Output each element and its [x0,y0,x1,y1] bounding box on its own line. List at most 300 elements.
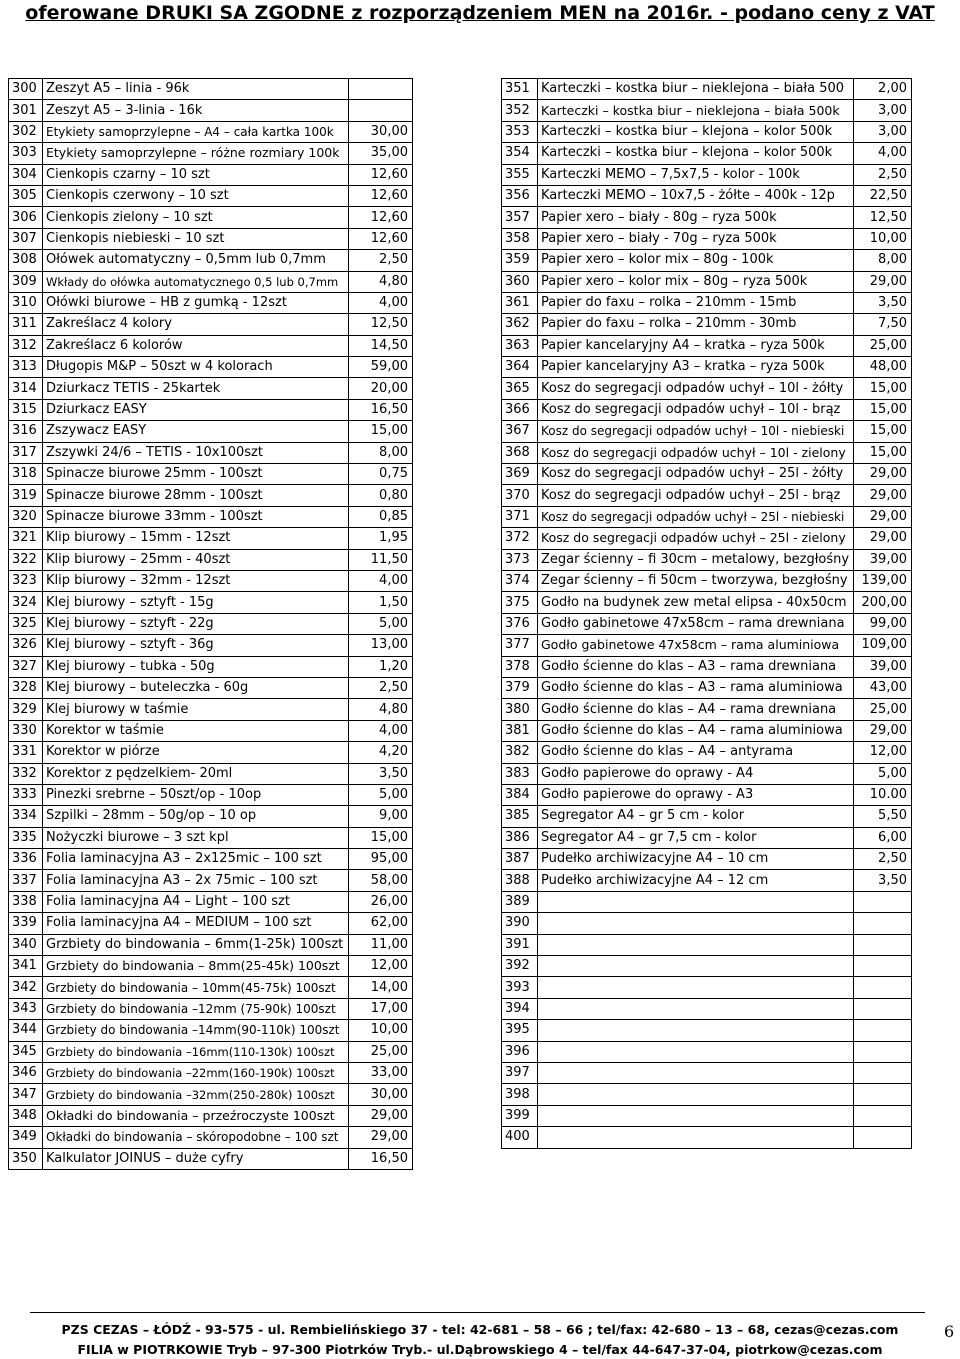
table-row [9,956,413,977]
item-price: 1,95 [349,528,413,549]
item-name [538,1105,854,1126]
item-number: 315 [9,399,43,420]
table-row [502,442,912,463]
table-row [502,677,912,698]
item-number: 372 [502,528,538,549]
table-row [9,913,413,934]
item-price: 25,00 [854,699,912,720]
item-number: 351 [502,79,538,100]
header-text: oferowane DRUKI SA ZGODNE z rozporządzeniem MEN na 2016r. - podano ceny z VAT [25,2,935,24]
item-price: 29,00 [854,464,912,485]
table-row [9,185,413,206]
item-price: 15,00 [854,421,912,442]
table-row [502,549,912,570]
item-name: Godło gabinetowe 47x58cm – rama aluminiowa [538,635,854,656]
item-name [538,1020,854,1041]
table-row [502,720,912,741]
table-row [502,506,912,527]
item-number: 377 [502,635,538,656]
item-number: 332 [9,763,43,784]
item-number: 365 [502,378,538,399]
item-price: 29,00 [854,485,912,506]
table-row [9,1127,413,1148]
table-row [9,635,413,656]
item-price: 4,00 [349,292,413,313]
table-row [9,849,413,870]
item-name: Kosz do segregacji odpadów uchył – 25l - brąz [538,485,854,506]
item-number: 300 [9,79,43,100]
item-name: Kalkulator JOINUS – duże cyfry [43,1148,349,1169]
table-row [9,250,413,271]
table-row [502,528,912,549]
item-name: Papier xero – biały - 80g – ryza 500k [538,207,854,228]
item-price: 29,00 [854,271,912,292]
item-price: 7,50 [854,314,912,335]
table-row [9,977,413,998]
item-number: 400 [502,1127,538,1148]
item-number: 398 [502,1084,538,1105]
item-name: Folia laminacyjna A4 – MEDIUM – 100 szt [43,913,349,934]
item-price: 29,00 [349,1127,413,1148]
table-row [502,870,912,891]
table-row [502,635,912,656]
item-price: 3,50 [854,292,912,313]
table-row [502,228,912,249]
table-row [9,742,413,763]
table-row [9,1148,413,1169]
table-row [9,934,413,955]
item-price: 3,50 [349,763,413,784]
item-price: 30,00 [349,1084,413,1105]
item-price: 11,50 [349,549,413,570]
item-number: 314 [9,378,43,399]
table-row [502,613,912,634]
item-price: 26,00 [349,891,413,912]
item-name: Segregator A4 – gr 5 cm - kolor [538,806,854,827]
item-name: Etykiety samoprzylepne – A4 – cała kartka 100k [43,121,349,142]
item-price [349,100,413,121]
item-number: 310 [9,292,43,313]
item-name: Folia laminacyjna A3 – 2x 75mic – 100 szt [43,870,349,891]
table-row [9,720,413,741]
item-number: 339 [9,913,43,934]
item-number: 369 [502,464,538,485]
item-number: 390 [502,913,538,934]
item-number: 313 [9,357,43,378]
item-price: 4,00 [349,720,413,741]
item-price [854,977,912,998]
item-price: 10.00 [854,784,912,805]
table-row [9,442,413,463]
item-price: 25,00 [854,335,912,356]
item-name: Grzbiety do bindowania – 8mm(25-45k) 100szt [43,956,349,977]
item-price: 2,50 [854,849,912,870]
item-price: 20,00 [349,378,413,399]
item-price: 10,00 [854,228,912,249]
item-number: 349 [9,1127,43,1148]
page-header [0,0,960,26]
item-price: 1,20 [349,656,413,677]
item-name: Pinezki srebrne – 50szt/op - 10op [43,784,349,805]
item-name: Kosz do segregacji odpadów uchył – 10l - zielony [538,442,854,463]
item-price: 39,00 [854,656,912,677]
item-name: Kosz do segregacji odpadów uchył – 25l - żółty [538,464,854,485]
table-row [502,314,912,335]
item-name: Cienkopis czarny – 10 szt [43,164,349,185]
item-price: 2,00 [854,79,912,100]
item-price: 5,00 [349,784,413,805]
item-price: 4,00 [349,570,413,591]
item-number: 331 [9,742,43,763]
table-row [9,528,413,549]
table-row [502,763,912,784]
item-price: 12,60 [349,228,413,249]
item-price: 62,00 [349,913,413,934]
item-number: 362 [502,314,538,335]
item-name: Grzbiety do bindowania –22mm(160-190k) 100szt [43,1062,349,1083]
item-price: 43,00 [854,677,912,698]
table-row [502,827,912,848]
item-number: 375 [502,592,538,613]
item-name: Grzbiety do bindowania –16mm(110-130k) 100szt [43,1041,349,1062]
item-name: Klej biurowy – sztyft - 36g [43,635,349,656]
table-row [502,271,912,292]
item-number: 308 [9,250,43,271]
item-price: 35,00 [349,143,413,164]
item-name: Spinacze biurowe 28mm - 100szt [43,485,349,506]
item-price: 17,00 [349,998,413,1019]
item-number: 355 [502,164,538,185]
item-number: 345 [9,1041,43,1062]
table-row [9,1020,413,1041]
item-name: Etykiety samoprzylepne – różne rozmiary 100k [43,143,349,164]
item-name: Korektor z pędzelkiem- 20ml [43,763,349,784]
item-price: 1,50 [349,592,413,613]
item-price [854,956,912,977]
item-name: Korektor w taśmie [43,720,349,741]
item-number: 387 [502,849,538,870]
item-name [538,956,854,977]
item-name: Grzbiety do bindowania –32mm(250-280k) 100szt [43,1084,349,1105]
item-name: Dziurkacz EASY [43,399,349,420]
item-number: 353 [502,121,538,142]
item-name: Klej biurowy w taśmie [43,699,349,720]
item-number: 327 [9,656,43,677]
item-number: 326 [9,635,43,656]
item-name: Klej biurowy – sztyft - 15g [43,592,349,613]
item-number: 373 [502,549,538,570]
item-price: 3,00 [854,100,912,121]
item-number: 323 [9,570,43,591]
item-price: 0,85 [349,506,413,527]
item-name: Karteczki – kostka biur – klejona – kolor 500k [538,143,854,164]
item-name: Karteczki – kostka biur – nieklejona – biała 500 [538,79,854,100]
item-number: 338 [9,891,43,912]
item-number: 393 [502,977,538,998]
item-price: 12,60 [349,207,413,228]
item-number: 378 [502,656,538,677]
item-price: 12,50 [349,314,413,335]
item-price: 29,00 [854,506,912,527]
item-price [854,1062,912,1083]
table-row [502,806,912,827]
item-number: 316 [9,421,43,442]
item-name: Godło ścienne do klas – A4 – rama drewniana [538,699,854,720]
item-name: Zakreślacz 6 kolorów [43,335,349,356]
item-name [538,1062,854,1083]
item-name: Kosz do segregacji odpadów uchył – 10l - brąz [538,399,854,420]
item-name [538,977,854,998]
item-number: 307 [9,228,43,249]
item-number: 370 [502,485,538,506]
item-name: Cienkopis czerwony – 10 szt [43,185,349,206]
item-number: 380 [502,699,538,720]
table-row [502,143,912,164]
table-row [502,592,912,613]
item-number: 396 [502,1041,538,1062]
item-name: Zegar ścienny – fi 30cm – metalowy, bezgłośny [538,549,854,570]
item-price: 14,00 [349,977,413,998]
item-price: 95,00 [349,849,413,870]
item-number: 302 [9,121,43,142]
footer-line-1: PZS CEZAS – ŁÓDŹ - 93-575 - ul. Rembielińskiego 37 - tel: 42-681 – 58 – 66 ; tel/fax: 42-680 – 13 – 68, cezas@cezas.com [61,1322,899,1337]
table-row [502,357,912,378]
table-row [502,79,912,100]
item-name: Papier kancelaryjny A3 – kratka – ryza 500k [538,357,854,378]
item-price: 109,00 [854,635,912,656]
item-name [538,913,854,934]
item-name: Pudełko archiwizacyjne A4 – 12 cm [538,870,854,891]
item-name: Zeszyt A5 – linia - 96k [43,79,349,100]
item-number: 354 [502,143,538,164]
item-name: Karteczki MEMO – 10x7,5 - żółte – 400k - 12p [538,185,854,206]
item-number: 320 [9,506,43,527]
item-number: 397 [502,1062,538,1083]
item-number: 379 [502,677,538,698]
item-name: Karteczki – kostka biur – klejona – kolor 500k [538,121,854,142]
item-number: 383 [502,763,538,784]
item-name [538,891,854,912]
item-price: 29,00 [854,528,912,549]
item-price: 39,00 [854,549,912,570]
item-price: 2,50 [349,250,413,271]
item-price: 0,75 [349,464,413,485]
table-row [502,956,912,977]
table-row [9,570,413,591]
item-price: 14,50 [349,335,413,356]
item-price: 9,00 [349,806,413,827]
item-price: 6,00 [854,827,912,848]
table-row [9,656,413,677]
table-row [9,1062,413,1083]
item-price [854,1084,912,1105]
item-price: 22,50 [854,185,912,206]
table-row [502,656,912,677]
item-price: 16,50 [349,1148,413,1169]
table-row [502,1105,912,1126]
item-number: 309 [9,271,43,292]
table-row [9,228,413,249]
table-row [9,699,413,720]
item-number: 334 [9,806,43,827]
table-row [9,464,413,485]
item-price [854,1105,912,1126]
item-name: Korektor w piórze [43,742,349,763]
table-row [502,399,912,420]
item-name: Kosz do segregacji odpadów uchył – 25l - niebieski [538,506,854,527]
table-row [502,891,912,912]
item-price: 29,00 [349,1105,413,1126]
table-row [502,998,912,1019]
item-name: Zszywacz EASY [43,421,349,442]
item-number: 312 [9,335,43,356]
item-name: Pudełko archiwizacyjne A4 – 10 cm [538,849,854,870]
table-row [502,1084,912,1105]
item-price [854,891,912,912]
table-row [502,934,912,955]
table-row [9,870,413,891]
table-row [9,485,413,506]
item-price: 12,50 [854,207,912,228]
item-price: 4,00 [854,143,912,164]
item-price: 33,00 [349,1062,413,1083]
table-row [502,421,912,442]
item-name: Klej biurowy – buteleczka - 60g [43,677,349,698]
item-price: 12,00 [349,956,413,977]
table-row [9,784,413,805]
item-name: Spinacze biurowe 25mm - 100szt [43,464,349,485]
table-row [9,143,413,164]
item-number: 364 [502,357,538,378]
item-name: Zegar ścienny – fi 50cm – tworzywa, bezgłośny [538,570,854,591]
table-row [502,250,912,271]
item-number: 322 [9,549,43,570]
item-name: Grzbiety do bindowania – 10mm(45-75k) 100szt [43,977,349,998]
item-price [349,79,413,100]
table-row [9,271,413,292]
item-price: 4,20 [349,742,413,763]
item-name [538,1084,854,1105]
item-number: 389 [502,891,538,912]
item-name: Papier do faxu – rolka – 210mm - 15mb [538,292,854,313]
table-row [502,1020,912,1041]
item-name: Papier xero – kolor mix – 80g - 100k [538,250,854,271]
item-number: 367 [502,421,538,442]
item-name: Zeszyt A5 – 3-linia - 16k [43,100,349,121]
item-price: 12,60 [349,185,413,206]
item-price: 5,00 [349,613,413,634]
table-row [502,292,912,313]
item-price: 12,00 [854,742,912,763]
item-number: 303 [9,143,43,164]
table-row [9,292,413,313]
table-row [9,314,413,335]
item-name: Godło ścienne do klas – A3 – rama drewniana [538,656,854,677]
item-name: Klip biurowy – 25mm - 40szt [43,549,349,570]
item-number: 360 [502,271,538,292]
item-price: 15,00 [349,421,413,442]
table-row [502,742,912,763]
item-name: Karteczki MEMO – 7,5x7,5 - kolor - 100k [538,164,854,185]
item-number: 371 [502,506,538,527]
item-price: 15,00 [854,378,912,399]
item-number: 347 [9,1084,43,1105]
table-row [502,485,912,506]
item-number: 318 [9,464,43,485]
item-number: 392 [502,956,538,977]
item-name: Godło gabinetowe 47x58cm – rama drewniana [538,613,854,634]
table-row [502,699,912,720]
item-name: Zszywki 24/6 – TETIS - 10x100szt [43,442,349,463]
item-name: Godło na budynek zew metal elipsa - 40x50cm [538,592,854,613]
item-name: Papier xero – biały - 70g – ryza 500k [538,228,854,249]
table-row [502,784,912,805]
item-name: Folia laminacyjna A3 – 2x125mic – 100 szt [43,849,349,870]
item-number: 381 [502,720,538,741]
item-number: 336 [9,849,43,870]
table-row [502,185,912,206]
table-row [9,79,413,100]
table-row [502,378,912,399]
item-name: Szpilki – 28mm – 50g/op – 10 op [43,806,349,827]
footer-line-2: FILIA w PIOTRKOWIE Tryb – 97-300 Piotrków Tryb.- ul.Dąbrowskiego 4 – tel/fax 44-647-37-04, piotrkow@cezas.com [77,1342,883,1357]
item-price: 13,00 [349,635,413,656]
item-name: Godło ścienne do klas – A3 – rama aluminiowa [538,677,854,698]
item-number: 368 [502,442,538,463]
item-name: Kosz do segregacji odpadów uchył – 10l - niebieski [538,421,854,442]
item-name: Klip biurowy – 32mm - 12szt [43,570,349,591]
item-price [854,1020,912,1041]
table-row [9,998,413,1019]
item-number: 346 [9,1062,43,1083]
item-number: 340 [9,934,43,955]
table-row [9,207,413,228]
item-name: Godło papierowe do oprawy - A4 [538,763,854,784]
item-name: Godło papierowe do oprawy - A3 [538,784,854,805]
table-row [502,164,912,185]
item-number: 359 [502,250,538,271]
item-number: 325 [9,613,43,634]
item-price: 5,50 [854,806,912,827]
item-name: Cienkopis zielony – 10 szt [43,207,349,228]
item-number: 385 [502,806,538,827]
item-name: Grzbiety do bindowania –14mm(90-110k) 100szt [43,1020,349,1041]
item-number: 337 [9,870,43,891]
item-price: 5,00 [854,763,912,784]
page-number: 6 [944,1322,955,1341]
table-row [9,506,413,527]
item-name: Klip biurowy – 15mm - 12szt [43,528,349,549]
item-number: 328 [9,677,43,698]
table-row [9,121,413,142]
item-price [854,934,912,955]
item-number: 343 [9,998,43,1019]
item-number: 399 [502,1105,538,1126]
item-number: 388 [502,870,538,891]
table-row [9,677,413,698]
item-name [538,934,854,955]
table-row [502,849,912,870]
item-number: 350 [9,1148,43,1169]
table-row [502,570,912,591]
item-price: 29,00 [854,720,912,741]
table-row [9,827,413,848]
item-name: Grzbiety do bindowania – 6mm(1-25k) 100szt [43,934,349,955]
item-number: 361 [502,292,538,313]
item-number: 341 [9,956,43,977]
table-row [9,1105,413,1126]
item-number: 357 [502,207,538,228]
